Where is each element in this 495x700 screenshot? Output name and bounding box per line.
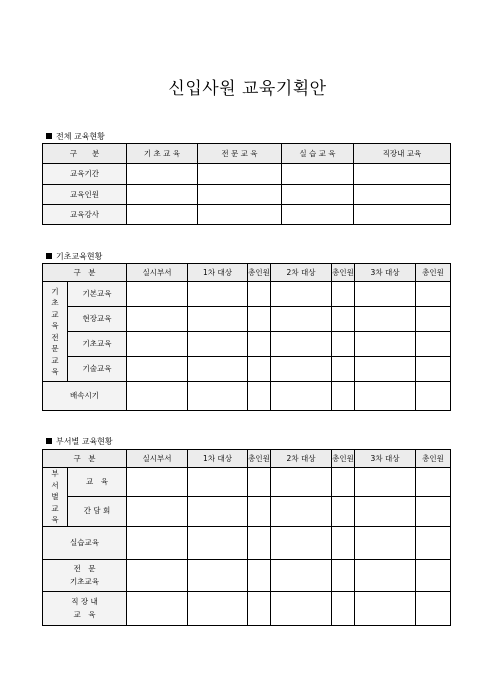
row-label: 교 육 (68, 468, 127, 497)
header-cell: 총인원 (332, 264, 355, 282)
input-cell[interactable] (188, 382, 248, 411)
input-cell[interactable] (127, 282, 188, 307)
group-label-cell (43, 282, 68, 382)
row-label: 현장교육 (68, 307, 127, 332)
input-cell[interactable] (248, 496, 271, 526)
input-cell[interactable] (332, 591, 355, 625)
input-cell[interactable] (354, 185, 451, 205)
input-cell[interactable] (248, 307, 271, 332)
input-cell[interactable] (127, 468, 188, 497)
input-cell[interactable] (248, 382, 271, 411)
row-label-line: 교 육 (73, 610, 96, 619)
table-row (43, 307, 451, 332)
input-cell[interactable] (416, 282, 451, 307)
table-row (43, 185, 451, 205)
input-cell[interactable] (248, 282, 271, 307)
input-cell[interactable] (248, 526, 271, 559)
input-cell[interactable] (354, 205, 451, 225)
overall-education-table (42, 143, 451, 225)
input-cell[interactable] (332, 307, 355, 332)
input-cell[interactable] (127, 526, 188, 559)
header-cell: 1차 대상 (188, 450, 248, 468)
input-cell[interactable] (127, 205, 198, 225)
row-label: 교육인원 (43, 185, 127, 205)
input-cell[interactable] (188, 559, 248, 591)
header-cell: 3차 대상 (355, 264, 416, 282)
square-bullet-icon (46, 133, 52, 139)
square-bullet-icon (46, 253, 52, 259)
table-row (43, 496, 451, 526)
section-heading-department (46, 436, 113, 447)
header-cell: 총인원 (248, 450, 271, 468)
input-cell[interactable] (127, 185, 198, 205)
input-cell[interactable] (188, 282, 248, 307)
group-label-basic: 기초교육 (51, 286, 59, 330)
row-label-line: 전 문 (73, 564, 96, 573)
input-cell[interactable] (127, 357, 188, 382)
row-label: 기초교육 (68, 332, 127, 357)
input-cell[interactable] (416, 307, 451, 332)
table-row (43, 164, 451, 185)
basic-education-table (42, 263, 451, 411)
input-cell[interactable] (416, 468, 451, 497)
header-cell: 총인원 (248, 264, 271, 282)
input-cell[interactable] (282, 205, 354, 225)
input-cell[interactable] (271, 591, 332, 625)
input-cell[interactable] (271, 357, 332, 382)
row-label: 기술교육 (68, 357, 127, 382)
input-cell[interactable] (188, 468, 248, 497)
input-cell[interactable] (355, 496, 416, 526)
header-cell: 2차 대상 (271, 264, 332, 282)
input-cell[interactable] (332, 382, 355, 411)
header-cell: 기 초 교 육 (127, 144, 198, 164)
input-cell[interactable] (248, 468, 271, 497)
section-heading-text: 기초교육현황 (56, 252, 103, 261)
header-cell: 총인원 (332, 450, 355, 468)
table-row (43, 382, 451, 411)
input-cell[interactable] (198, 205, 282, 225)
input-cell[interactable] (127, 591, 188, 625)
input-cell[interactable] (188, 307, 248, 332)
table-row (43, 591, 451, 625)
header-cell: 구 분 (43, 144, 127, 164)
input-cell[interactable] (271, 307, 332, 332)
input-cell[interactable] (416, 526, 451, 559)
header-cell: 실 습 교 육 (282, 144, 354, 164)
header-cell: 직장내 교육 (354, 144, 451, 164)
input-cell[interactable] (271, 332, 332, 357)
table-header-row (43, 264, 451, 282)
table-row (43, 526, 451, 559)
input-cell[interactable] (354, 164, 451, 185)
input-cell[interactable] (188, 496, 248, 526)
row-label: 교육강사 (43, 205, 127, 225)
input-cell[interactable] (271, 526, 332, 559)
input-cell[interactable] (355, 332, 416, 357)
input-cell[interactable] (127, 559, 188, 591)
row-label-line: 직 장 내 (71, 597, 98, 606)
header-cell: 실시부서 (127, 450, 188, 468)
row-label: 실습교육 (43, 526, 127, 559)
section-heading-text: 전체 교육현황 (56, 132, 105, 141)
group-label-cell (43, 468, 68, 527)
input-cell[interactable] (416, 559, 451, 591)
input-cell[interactable] (248, 591, 271, 625)
header-cell: 총인원 (416, 264, 451, 282)
input-cell[interactable] (416, 496, 451, 526)
input-cell[interactable] (355, 382, 416, 411)
table-row (43, 468, 451, 497)
input-cell[interactable] (198, 164, 282, 185)
row-label: 간 담 회 (68, 496, 127, 526)
table-row (43, 205, 451, 225)
input-cell[interactable] (248, 559, 271, 591)
input-cell[interactable] (271, 282, 332, 307)
input-cell[interactable] (188, 526, 248, 559)
input-cell[interactable] (355, 591, 416, 625)
input-cell[interactable] (355, 307, 416, 332)
header-cell: 실시부서 (127, 264, 188, 282)
department-education-table (42, 449, 451, 626)
input-cell[interactable] (416, 591, 451, 625)
input-cell[interactable] (416, 332, 451, 357)
input-cell[interactable] (355, 468, 416, 497)
input-cell[interactable] (332, 496, 355, 526)
input-cell[interactable] (248, 357, 271, 382)
section-heading-text: 부서별 교육현황 (56, 437, 113, 446)
input-cell[interactable] (127, 332, 188, 357)
row-label: 기본교육 (68, 282, 127, 307)
row-label: 배속시기 (43, 382, 127, 411)
input-cell[interactable] (416, 382, 451, 411)
header-cell: 1차 대상 (188, 264, 248, 282)
input-cell[interactable] (271, 559, 332, 591)
input-cell[interactable] (127, 382, 188, 411)
group-label-special: 전문교육 (51, 332, 59, 376)
document-title: 신입사원 교육기획안 (168, 79, 327, 99)
input-cell[interactable] (127, 496, 188, 526)
input-cell[interactable] (198, 185, 282, 205)
input-cell[interactable] (332, 559, 355, 591)
header-cell: 구 분 (43, 264, 127, 282)
input-cell[interactable] (282, 164, 354, 185)
input-cell[interactable] (355, 282, 416, 307)
table-row (43, 357, 451, 382)
input-cell[interactable] (355, 357, 416, 382)
group-label-department: 부서별교육 (51, 469, 59, 524)
table-row (43, 559, 451, 591)
input-cell[interactable] (127, 307, 188, 332)
input-cell[interactable] (355, 526, 416, 559)
table-header-row (43, 144, 451, 164)
header-cell: 구 분 (43, 450, 127, 468)
header-cell: 3차 대상 (355, 450, 416, 468)
input-cell[interactable] (332, 526, 355, 559)
header-cell: 총인원 (416, 450, 451, 468)
table-header-row (43, 450, 451, 468)
header-cell: 전 문 교 육 (198, 144, 282, 164)
row-label: 교육기간 (43, 164, 127, 185)
input-cell[interactable] (248, 332, 271, 357)
row-label (43, 591, 127, 625)
section-heading-overall (46, 131, 105, 142)
section-heading-basic (46, 251, 102, 262)
table-row (43, 282, 451, 307)
input-cell[interactable] (188, 357, 248, 382)
square-bullet-icon (46, 438, 52, 444)
input-cell[interactable] (332, 282, 355, 307)
header-cell: 2차 대상 (271, 450, 332, 468)
input-cell[interactable] (188, 591, 248, 625)
input-cell[interactable] (271, 468, 332, 497)
table-row (43, 332, 451, 357)
input-cell[interactable] (332, 332, 355, 357)
row-label (43, 559, 127, 591)
input-cell[interactable] (332, 468, 355, 497)
input-cell[interactable] (355, 559, 416, 591)
input-cell[interactable] (416, 357, 451, 382)
input-cell[interactable] (332, 357, 355, 382)
input-cell[interactable] (127, 164, 198, 185)
input-cell[interactable] (282, 185, 354, 205)
row-label-line: 기초교육 (70, 577, 99, 586)
input-cell[interactable] (188, 332, 248, 357)
input-cell[interactable] (271, 496, 332, 526)
input-cell[interactable] (271, 382, 332, 411)
